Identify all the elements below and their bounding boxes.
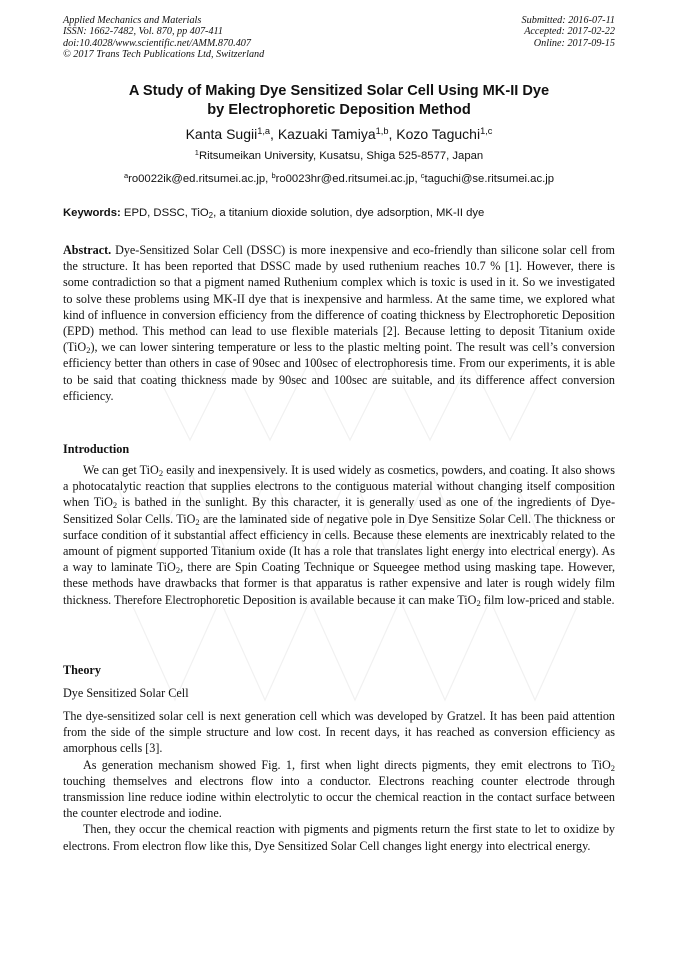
- abstract: Abstract. Dye-Sensitized Solar Cell (DSSC) is more inexpensive and eco-friendly than silicone solar cell from the structure. It has been reported that DSSC made by used ruthenium reaches 10.7 % [1]. However, there is some contradiction so that a pigment named Ruthenium complex which is toxic is used in it. So we investigated to solve these problems using MK-II dye that is inexpensive and harmless. At the same time, we explored what kind of influence in conversion efficiency from the difference of coating thickness by Electrophoretic Deposition (EPD) method. This method can lead to use flexible materials [2]. Because letting to deposit Titanium oxide (TiO$_2$), we can lower sintering temperature or less to the plastic melting point. The result was cell’s conversion efficiency better than others in case of 90sec and 100sec of electrophoresis time. From our experiments, it is able to be said that coating thickness made by 90sec and 100sec are suitable, and its difference affect conversion efficiency.: [63, 243, 615, 403]
- paper-title: A Study of Making Dye Sensitized Solar Cell Using MK-II Dye by Electrophoretic Deposition Method: [128, 83, 550, 118]
- author-name: Kanta Sugii: [185, 126, 258, 142]
- doi-line: doi:10.4028/www.scientific.net/AMM.870.407: [63, 37, 251, 49]
- dates-header: [522, 15, 615, 49]
- journal-name: Applied Mechanics and Materials: [63, 15, 202, 26]
- author-name: Kozo Taguchi: [396, 126, 481, 142]
- paragraph: Then, they occur the chemical reaction with pigments and pigments return the first state to let to oxidize by electrons. From electron flow like this, Dye Sensitized Solar Cell changes light energy into electrical energy.: [63, 822, 615, 853]
- theory-heading: Theory: [63, 663, 101, 677]
- copyright-line: © 2017 Trans Tech Publications Ltd, Switzerland: [63, 49, 265, 61]
- introduction-heading: Introduction: [63, 442, 130, 456]
- email-link[interactable]: ro0023hr@ed.ritsumei.ac.jp,: [275, 173, 418, 185]
- author-list: Kanta Sugii$^{1,a}$, Kazuaki Tamiya$^{1,b}$, Kozo Taguchi$^{1,c}$: [185, 125, 493, 142]
- author-name: Kazuaki Tamiya: [277, 126, 376, 142]
- submitted-date: Submitted: 2016-07-11: [521, 15, 615, 26]
- keywords: Keywords: EPD, DSSC, TiO$_2$, a titanium dioxide solution, dye adsorption, MK-II dye: [63, 207, 485, 220]
- abstract-label: Abstract.: [63, 243, 112, 257]
- journal-header: [63, 15, 264, 61]
- theory-subheading: Dye Sensitized Solar Cell: [63, 686, 189, 700]
- introduction-body: We can get TiO$_2$ easily and inexpensively. It is used widely as cosmetics, powders, and coating. It also shows a photocatalytic reaction that supplies electrons to the contiguous material without changing itself composition when TiO$_2$ is bathed in the sunlight. By this character, it is generally used as one of the ingredients of Dye-Sensitized Solar Cells. TiO$_2$ are the laminated side of negative pole in Dye Sensitize Solar Cell. The thickness or surface condition of it substantial affect efficiency in cells. Because these elements are inextricably related to the amount of pigment supported Titanium oxide (It has a role that translates light energy into electrical energy). As a way to laminate TiO$_2$, there are Spin Coating Technique or Squeegee method using masking tape. However, these methods have drawbacks that former is that apparatus is rather expensive and later is rough widely film thickness. Therefore Electrophoretic Deposition is available because it can make TiO$_2$ film low-priced and stable.: [63, 463, 615, 608]
- theory-body: [63, 708, 615, 854]
- email-link[interactable]: taguchi@se.ritsumei.ac.jp: [424, 173, 555, 185]
- paragraph: The dye-sensitized solar cell is next generation cell which was developed by Gratzel. It has been paid attention from the side of the simple structure and low cost. In recent days, it has reached as conversion efficiency as amorphous cells [3].: [63, 709, 615, 756]
- online-date: Online: 2017-09-15: [533, 37, 615, 49]
- accepted-date: Accepted: 2017-02-22: [524, 26, 615, 38]
- email-link[interactable]: ro0022ik@ed.ritsumei.ac.jp,: [128, 173, 269, 185]
- email-list: $^a$ro0022ik@ed.ritsumei.ac.jp, $^b$ro0023hr@ed.ritsumei.ac.jp, $^c$taguchi@se.ritsumei.ac.jp: [123, 170, 555, 185]
- keywords-label: Keywords:: [63, 207, 121, 219]
- paragraph: As generation mechanism showed Fig. 1, first when light directs pigments, they emit electrons to TiO$_2$ touching themselves and electrons flow into a conductor. Electrons reaching counter electrode through transmission line reduce iodine within electrolytic to occur the chemical reaction in the contact surface between the counter electrode and iodine.: [63, 757, 615, 821]
- issn-line: ISSN: 1662-7482, Vol. 870, pp 407-411: [63, 26, 223, 38]
- affiliation: $^1$Ritsumeikan University, Kusatsu, Shiga 525-8577, Japan: [194, 147, 484, 162]
